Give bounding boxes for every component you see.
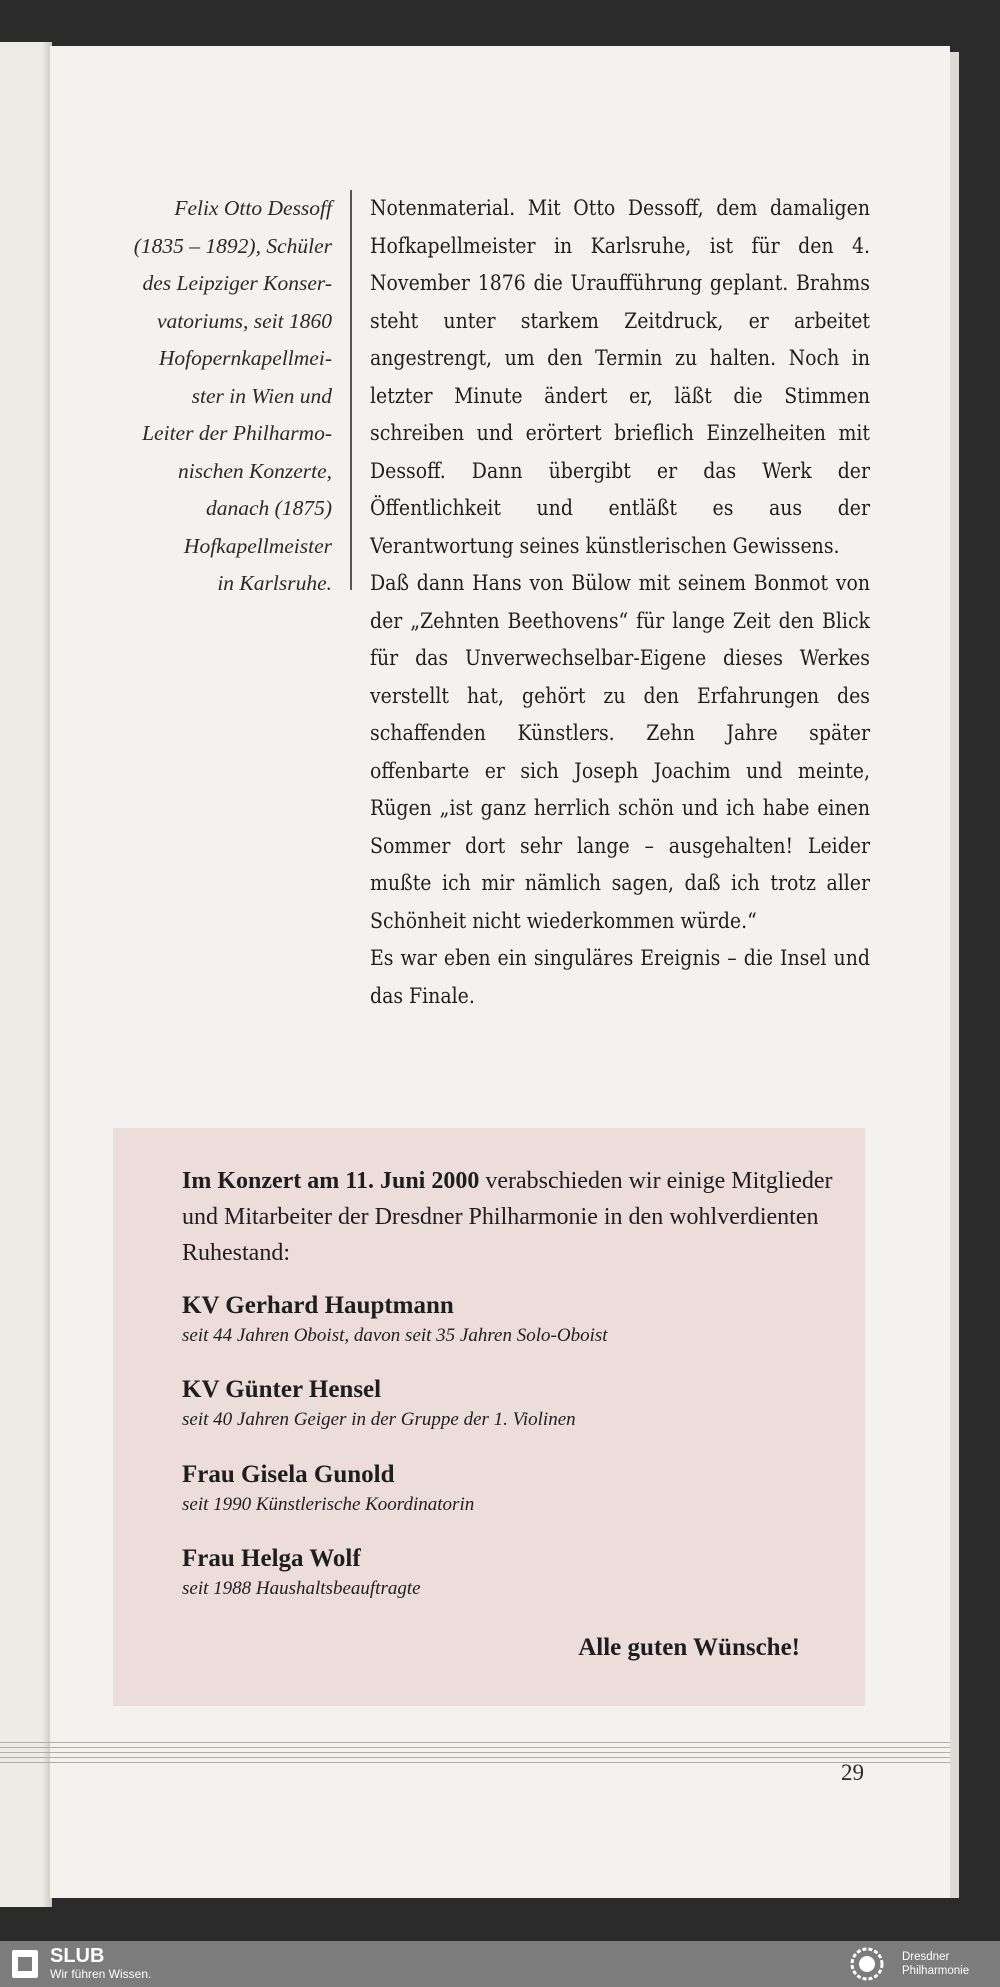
philharmonie-brand[interactable] — [902, 1950, 998, 1978]
retiree-name: KV Gerhard Hauptmann — [182, 1292, 454, 1319]
sidenote-line: (1835 – 1892), Schüler — [133, 233, 332, 258]
sidenote-line: Felix Otto Dessoff — [174, 196, 332, 220]
retiree-role: seit 1990 Künstlerische Koordinatorin — [182, 1494, 475, 1515]
retiree-role: seit 44 Jahren Oboist, davon seit 35 Jahren Solo-Oboist — [182, 1325, 608, 1346]
slub-brand[interactable]: SLUB — [50, 1945, 105, 1967]
footer-bar — [0, 1941, 1000, 1987]
philharmonie-logo-icon[interactable] — [842, 1945, 892, 1983]
sidenote-line: danach (1875) — [206, 496, 332, 520]
sidenote-line: Hofopernkapellmei- — [158, 346, 332, 370]
slub-logo-icon[interactable] — [12, 1950, 38, 1978]
philharmonie-brand-line: Philharmonie — [902, 1965, 970, 1977]
right-page-edge — [950, 52, 959, 1898]
retiree-name: Frau Gisela Gunold — [182, 1461, 395, 1488]
body-paragraph: Es war eben ein singuläres Ereignis – die Insel und das Finale. — [370, 946, 870, 1008]
body-paragraph: Notenmaterial. Mit Otto Dessoff, dem damaligen Hofkapellmeister in Karlsruhe, ist für den 4. November 1876 die Uraufführung geplant. Brahms steht unter starkem Zeitdruck, er arbeitet angestrengt, um den Termin zu halten. Noch in letzter Minute ändert er, läßt die Stimmen schreiben und erörtert brieflich Einzelheiten mit Dessoff. Dann übergibt er das Werk der Öffentlichkeit und entläßt es aus der Verantwortung seines künstlerischen Gewissens. — [370, 196, 870, 558]
philharmonie-brand-line: Dresdner — [902, 1951, 950, 1963]
left-page-edge — [0, 42, 52, 1907]
sidenote-line: ster in Wien und — [191, 383, 332, 408]
retiree-entry — [182, 1459, 842, 1519]
retiree-entry — [182, 1290, 842, 1350]
sidenote-line: nischen Konzerte, — [177, 458, 332, 483]
sidenote-line: in Karlsruhe. — [217, 571, 332, 595]
retiree-name: KV Günter Hensel — [182, 1376, 382, 1403]
music-staff-lines — [0, 1742, 950, 1766]
sidenote-line: des Leipziger Konser- — [142, 271, 332, 295]
body-paragraph: Daß dann Hans von Bülow mit seinem Bonmot von der „Zehnten Beethovens“ für lange Zeit den Blick für das Unverwechselbar-Eigene dieses Werkes verstellt hat, gehört zu den Erfahrungen des schaffenden Künstlers. Zehn Jahre später offenbarte er sich Joseph Joachim und meinte, Rügen „ist ganz herrlich schön und ich habe einen Sommer dort sehr lange – ausgehalten! Leider mußte ich mir nämlich sagen, daß ich trotz aller Schönheit nicht wiederkommen würde.“ — [370, 571, 870, 933]
sidenote-line: vatoriums, seit 1860 — [157, 308, 332, 333]
sidenote-line: Leiter der Philharmo- — [142, 421, 332, 445]
announcement-intro-text: verabschieden wir einige Mitglieder und Mitarbeiter der Dresdner Philharmonie in den wohlverdienten Ruhestand: — [182, 1168, 833, 1266]
retiree-name: Frau Helga Wolf — [182, 1545, 361, 1572]
body-text — [370, 190, 870, 1015]
page-number: 29 — [841, 1760, 864, 1785]
retiree-role: seit 1988 Haushaltsbeauftragte — [182, 1578, 421, 1599]
retiree-entry — [182, 1374, 842, 1434]
slub-tagline: Wir führen Wissen. — [50, 1967, 152, 1981]
sidenote-divider — [350, 190, 352, 590]
sidenote-line: Hofkapellmeister — [183, 533, 332, 558]
announcement-intro-date: Im Konzert am 11. Juni 2000 — [182, 1168, 480, 1194]
retiree-entry — [182, 1543, 842, 1603]
closing-wishes: Alle guten Wünsche! — [578, 1634, 800, 1661]
retiree-role: seit 40 Jahren Geiger in der Gruppe der 1. Violinen — [182, 1409, 576, 1430]
announcement-intro — [182, 1163, 842, 1271]
sidenote — [100, 190, 332, 603]
